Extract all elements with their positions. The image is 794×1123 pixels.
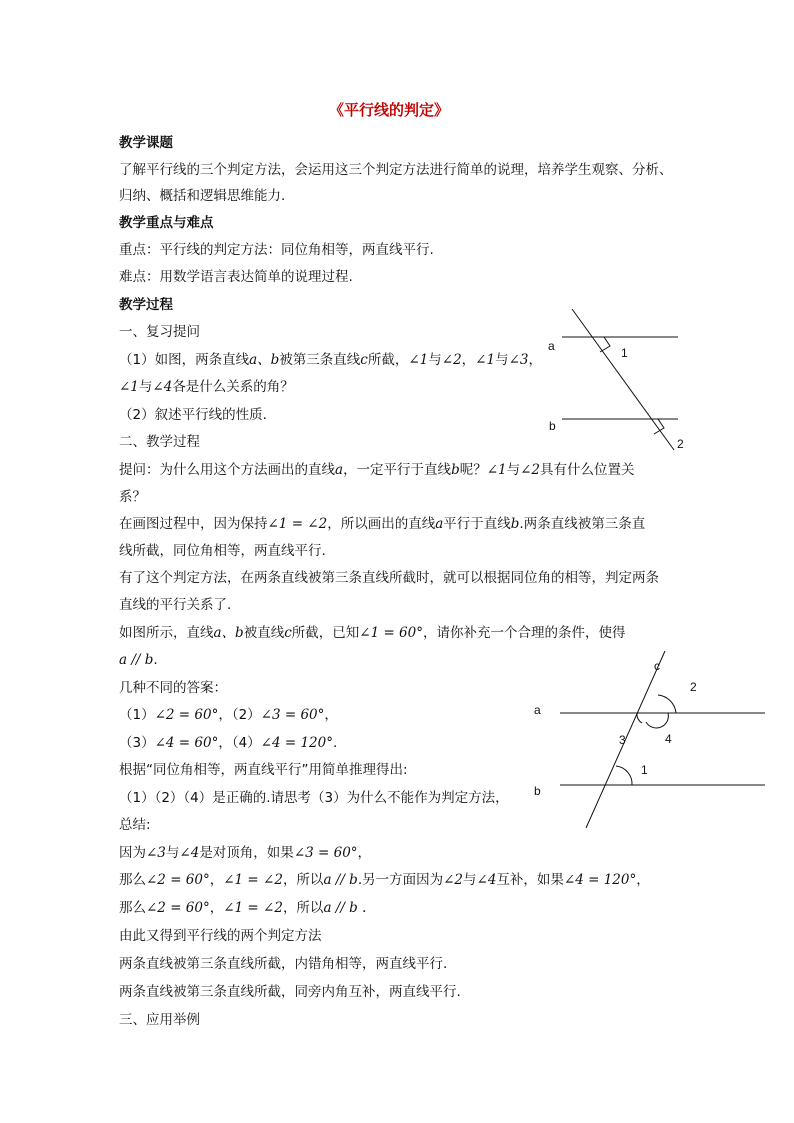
answers-line-1: （1）∠2 = 60°，（2）∠3 = 60°， [119, 707, 338, 723]
figure-1-label-a: a [548, 339, 555, 353]
summary-heading: 总结: [119, 817, 151, 833]
figure-2-label-2: 2 [690, 680, 697, 694]
figure-1-diagram [540, 300, 700, 460]
figure-2-label-c: c [654, 659, 660, 673]
figure-1-label-b: b [549, 419, 556, 433]
figure-1-label-2: 2 [677, 437, 684, 451]
correct-answers: （1）（2）（4）是正确的.请思考（3）为什么不能作为判定方法， [119, 790, 509, 806]
subheading-application: 三、应用举例 [119, 1012, 200, 1028]
figure-question-line-2: a // b. [119, 652, 158, 668]
subheading-process: 二、教学过程 [119, 434, 200, 450]
figure-question-line-1: 如图所示，直线a、b被直线c所截，已知∠1 = 60°，请你补充一个合理的条件，使得 [119, 625, 626, 641]
draw-line-2: 线所截，同位角相等，两直线平行. [119, 543, 326, 559]
page-title: 《平行线的判定》 [329, 101, 450, 119]
ask-line-2: 系？ [119, 489, 146, 505]
draw-line-1: 在画图过程中，因为保持∠1 = ∠2，所以画出的直线a平行于直线b.两条直线被第三条直 [119, 516, 646, 532]
question-1-line-2: ∠1与∠4各是什么关系的角？ [119, 379, 294, 395]
difficult-point: 难点：用数学语言表达简单的说理过程. [119, 269, 353, 285]
angle-2-arc [658, 695, 676, 713]
transversal [572, 309, 674, 450]
topic-line-2: 归纳、概括和逻辑思维能力. [119, 188, 286, 204]
rule-alternate-angles: 两条直线被第三条直线所截，内错角相等，两直线平行. [119, 956, 448, 972]
summary-line-1: 因为∠3与∠4是对顶角，如果∠3 = 60°， [119, 845, 372, 861]
section-heading-topic: 教学课题 [119, 135, 173, 151]
derive: 由此又得到平行线的两个判定方法 [119, 928, 322, 944]
angle-2-arc [654, 419, 664, 434]
question-2: （2）叙述平行线的性质. [119, 407, 267, 423]
figure-2-label-3: 3 [619, 733, 626, 747]
figure-2-label-1: 1 [641, 763, 648, 777]
section-heading-process: 教学过程 [119, 297, 173, 313]
answers-heading: 几种不同的答案： [119, 680, 227, 696]
section-heading-key: 教学重点与难点 [119, 215, 214, 231]
rule-co-interior-angles: 两条直线被第三条直线所截，同旁内角互补，两直线平行. [119, 984, 461, 1000]
reasoning: 根据“同位角相等，两直线平行”用简单推理得出: [119, 762, 408, 778]
figure-2-label-a: a [534, 703, 541, 717]
key-point: 重点：平行线的判定方法：同位角相等，两直线平行. [119, 242, 434, 258]
angle-4-arc [646, 713, 668, 728]
topic-line-1: 了解平行线的三个判定方法，会运用这三个判定方法进行简单的说理，培养学生观察、分析、 [119, 162, 673, 178]
figure-2-label-b: b [534, 784, 541, 798]
figure-2-diagram [525, 648, 775, 830]
ask-line-1: 提问：为什么用这个方法画出的直线a，一定平行于直线b呢？∠1与∠2具有什么位置关 [119, 462, 635, 478]
answers-line-2: （3）∠4 = 60°，（4）∠4 = 120°. [119, 735, 338, 751]
summary-line-2: 那么∠2 = 60°，∠1 = ∠2，所以a // b.另一方面因为∠2与∠4互补，如果∠4 = 120°， [119, 872, 650, 888]
angle-1-arc [616, 766, 632, 785]
subheading-review: 一、复习提问 [119, 324, 200, 340]
have-line-1: 有了这个判定方法，在两条直线被第三条直线所截时，就可以根据同位角的相等，判定两条 [119, 570, 659, 586]
figure-2-label-4: 4 [665, 732, 672, 746]
question-1-line-1: （1）如图，两条直线a、b被第三条直线c所截，∠1与∠2，∠1与∠3， [119, 352, 542, 368]
figure-1-label-1: 1 [621, 346, 628, 360]
angle-3-arc [637, 713, 642, 723]
summary-line-3: 那么∠2 = 60°，∠1 = ∠2，所以a // b . [119, 900, 367, 916]
have-line-2: 直线的平行关系了. [119, 597, 232, 613]
